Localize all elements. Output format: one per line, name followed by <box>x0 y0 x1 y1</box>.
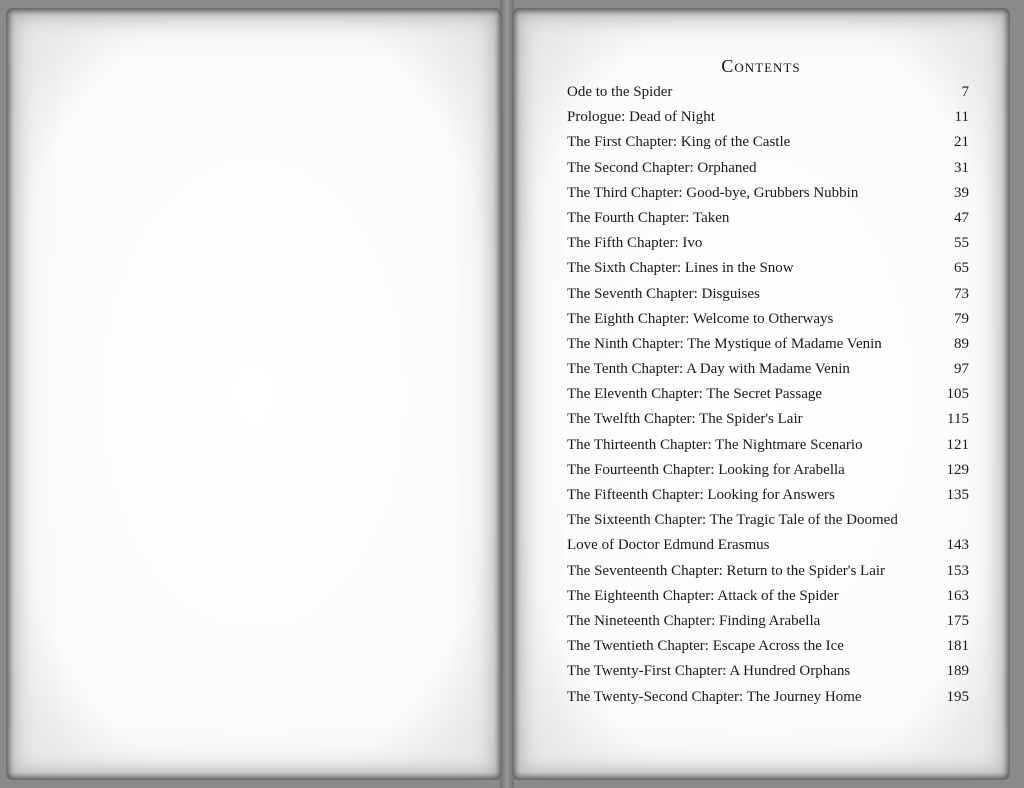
toc-entry-page-number: 97 <box>954 361 969 378</box>
toc-entry-title: The Sixth Chapter: Lines in the Snow <box>567 260 794 277</box>
toc-entry-page-number: 195 <box>946 688 969 705</box>
toc-entry <box>567 458 969 483</box>
toc-entry-title: The Eighteenth Chapter: Attack of the Spider <box>567 587 839 604</box>
toc-entry-page-number: 129 <box>946 461 969 478</box>
toc-entry <box>567 80 969 105</box>
toc-entry <box>567 181 969 206</box>
toc-entry-title: The Twentieth Chapter: Escape Across the Ice <box>567 638 844 655</box>
toc-entry-page-number: 7 <box>961 84 969 100</box>
toc-entry <box>567 508 969 533</box>
toc-entry-title: Love of Doctor Edmund Erasmus <box>567 537 770 554</box>
toc-entry <box>567 332 969 357</box>
toc-entry-title: The Twelfth Chapter: The Spider's Lair <box>567 411 803 428</box>
toc-entry-title: The Third Chapter: Good-bye, Grubbers Nubbin <box>567 184 859 201</box>
toc-entry <box>567 483 969 508</box>
toc-entry-title: The Twenty-Second Chapter: The Journey Home <box>567 688 862 705</box>
toc-entry <box>567 307 969 332</box>
toc-entry <box>567 533 969 558</box>
contents-list <box>567 80 969 710</box>
contents-heading: Contents <box>721 56 801 76</box>
toc-entry <box>567 609 969 634</box>
toc-entry-title: The Eighth Chapter: Welcome to Otherways <box>567 310 834 327</box>
toc-entry <box>567 357 969 382</box>
toc-entry-page-number: 73 <box>954 285 969 302</box>
toc-entry-page-number: 65 <box>954 260 969 277</box>
toc-entry-page-number: 31 <box>954 159 969 176</box>
toc-entry-page-number: 47 <box>954 209 969 226</box>
toc-entry <box>567 382 969 407</box>
toc-entry-title: The Tenth Chapter: A Day with Madame Venin <box>567 361 850 378</box>
toc-entry-title: The Fourteenth Chapter: Looking for Arabella <box>567 461 845 478</box>
toc-entry-page-number: 79 <box>954 310 969 327</box>
toc-entry-page-number: 189 <box>946 663 969 680</box>
right-page-contents <box>512 8 1010 780</box>
toc-entry-title: The Seventh Chapter: Disguises <box>567 285 760 302</box>
toc-entry-page-number: 11 <box>954 109 969 126</box>
toc-entry <box>567 105 969 130</box>
toc-entry <box>567 407 969 432</box>
toc-entry-page-number: 105 <box>946 386 969 403</box>
toc-entry-title: The First Chapter: King of the Castle <box>567 134 791 151</box>
toc-entry-page-number: 153 <box>946 562 969 579</box>
toc-entry-page-number: 163 <box>946 587 969 604</box>
toc-entry <box>567 256 969 281</box>
toc-entry-title: Ode to the Spider <box>567 84 673 100</box>
toc-entry-page-number: 175 <box>946 612 969 629</box>
toc-entry-page-number: 21 <box>954 134 969 151</box>
toc-entry <box>567 685 969 710</box>
toc-entry-page-number: 143 <box>946 537 969 554</box>
toc-entry-page-number: 115 <box>947 411 969 428</box>
toc-entry-page-number: 181 <box>946 638 969 655</box>
toc-entry <box>567 584 969 609</box>
toc-entry-page-number: 89 <box>954 335 969 352</box>
toc-entry-title: The Nineteenth Chapter: Finding Arabella <box>567 612 821 629</box>
toc-entry-title: The Eleventh Chapter: The Secret Passage <box>567 386 823 403</box>
toc-entry <box>567 130 969 155</box>
toc-entry-page-number: 135 <box>946 487 969 503</box>
toc-entry <box>567 282 969 307</box>
toc-entry <box>567 559 969 584</box>
left-page-blank <box>6 8 502 780</box>
toc-entry <box>567 156 969 181</box>
toc-entry-title: The Ninth Chapter: The Mystique of Madame Venin <box>567 335 882 352</box>
toc-entry-page-number: 55 <box>954 235 969 252</box>
toc-entry-title: Prologue: Dead of Night <box>567 109 715 126</box>
toc-entry-page-number: 39 <box>954 184 969 201</box>
toc-entry <box>567 231 969 256</box>
toc-entry-title: The Fifteenth Chapter: Looking for Answers <box>567 487 835 503</box>
toc-entry-title: The Fifth Chapter: Ivo <box>567 235 703 252</box>
toc-entry-title: The Twenty-First Chapter: A Hundred Orphans <box>567 663 851 680</box>
toc-entry <box>567 206 969 231</box>
toc-entry-title: The Thirteenth Chapter: The Nightmare Scenario <box>567 436 863 453</box>
toc-entry <box>567 634 969 659</box>
toc-entry <box>567 659 969 684</box>
toc-entry-page-number: 121 <box>946 436 969 453</box>
toc-entry-title: The Seventeenth Chapter: Return to the Spider's Lair <box>567 562 886 579</box>
toc-entry-title: The Second Chapter: Orphaned <box>567 159 757 176</box>
toc-entry-title: The Sixteenth Chapter: The Tragic Tale of the Doomed <box>567 512 898 529</box>
toc-entry <box>567 433 969 458</box>
toc-entry-title: The Fourth Chapter: Taken <box>567 209 730 226</box>
